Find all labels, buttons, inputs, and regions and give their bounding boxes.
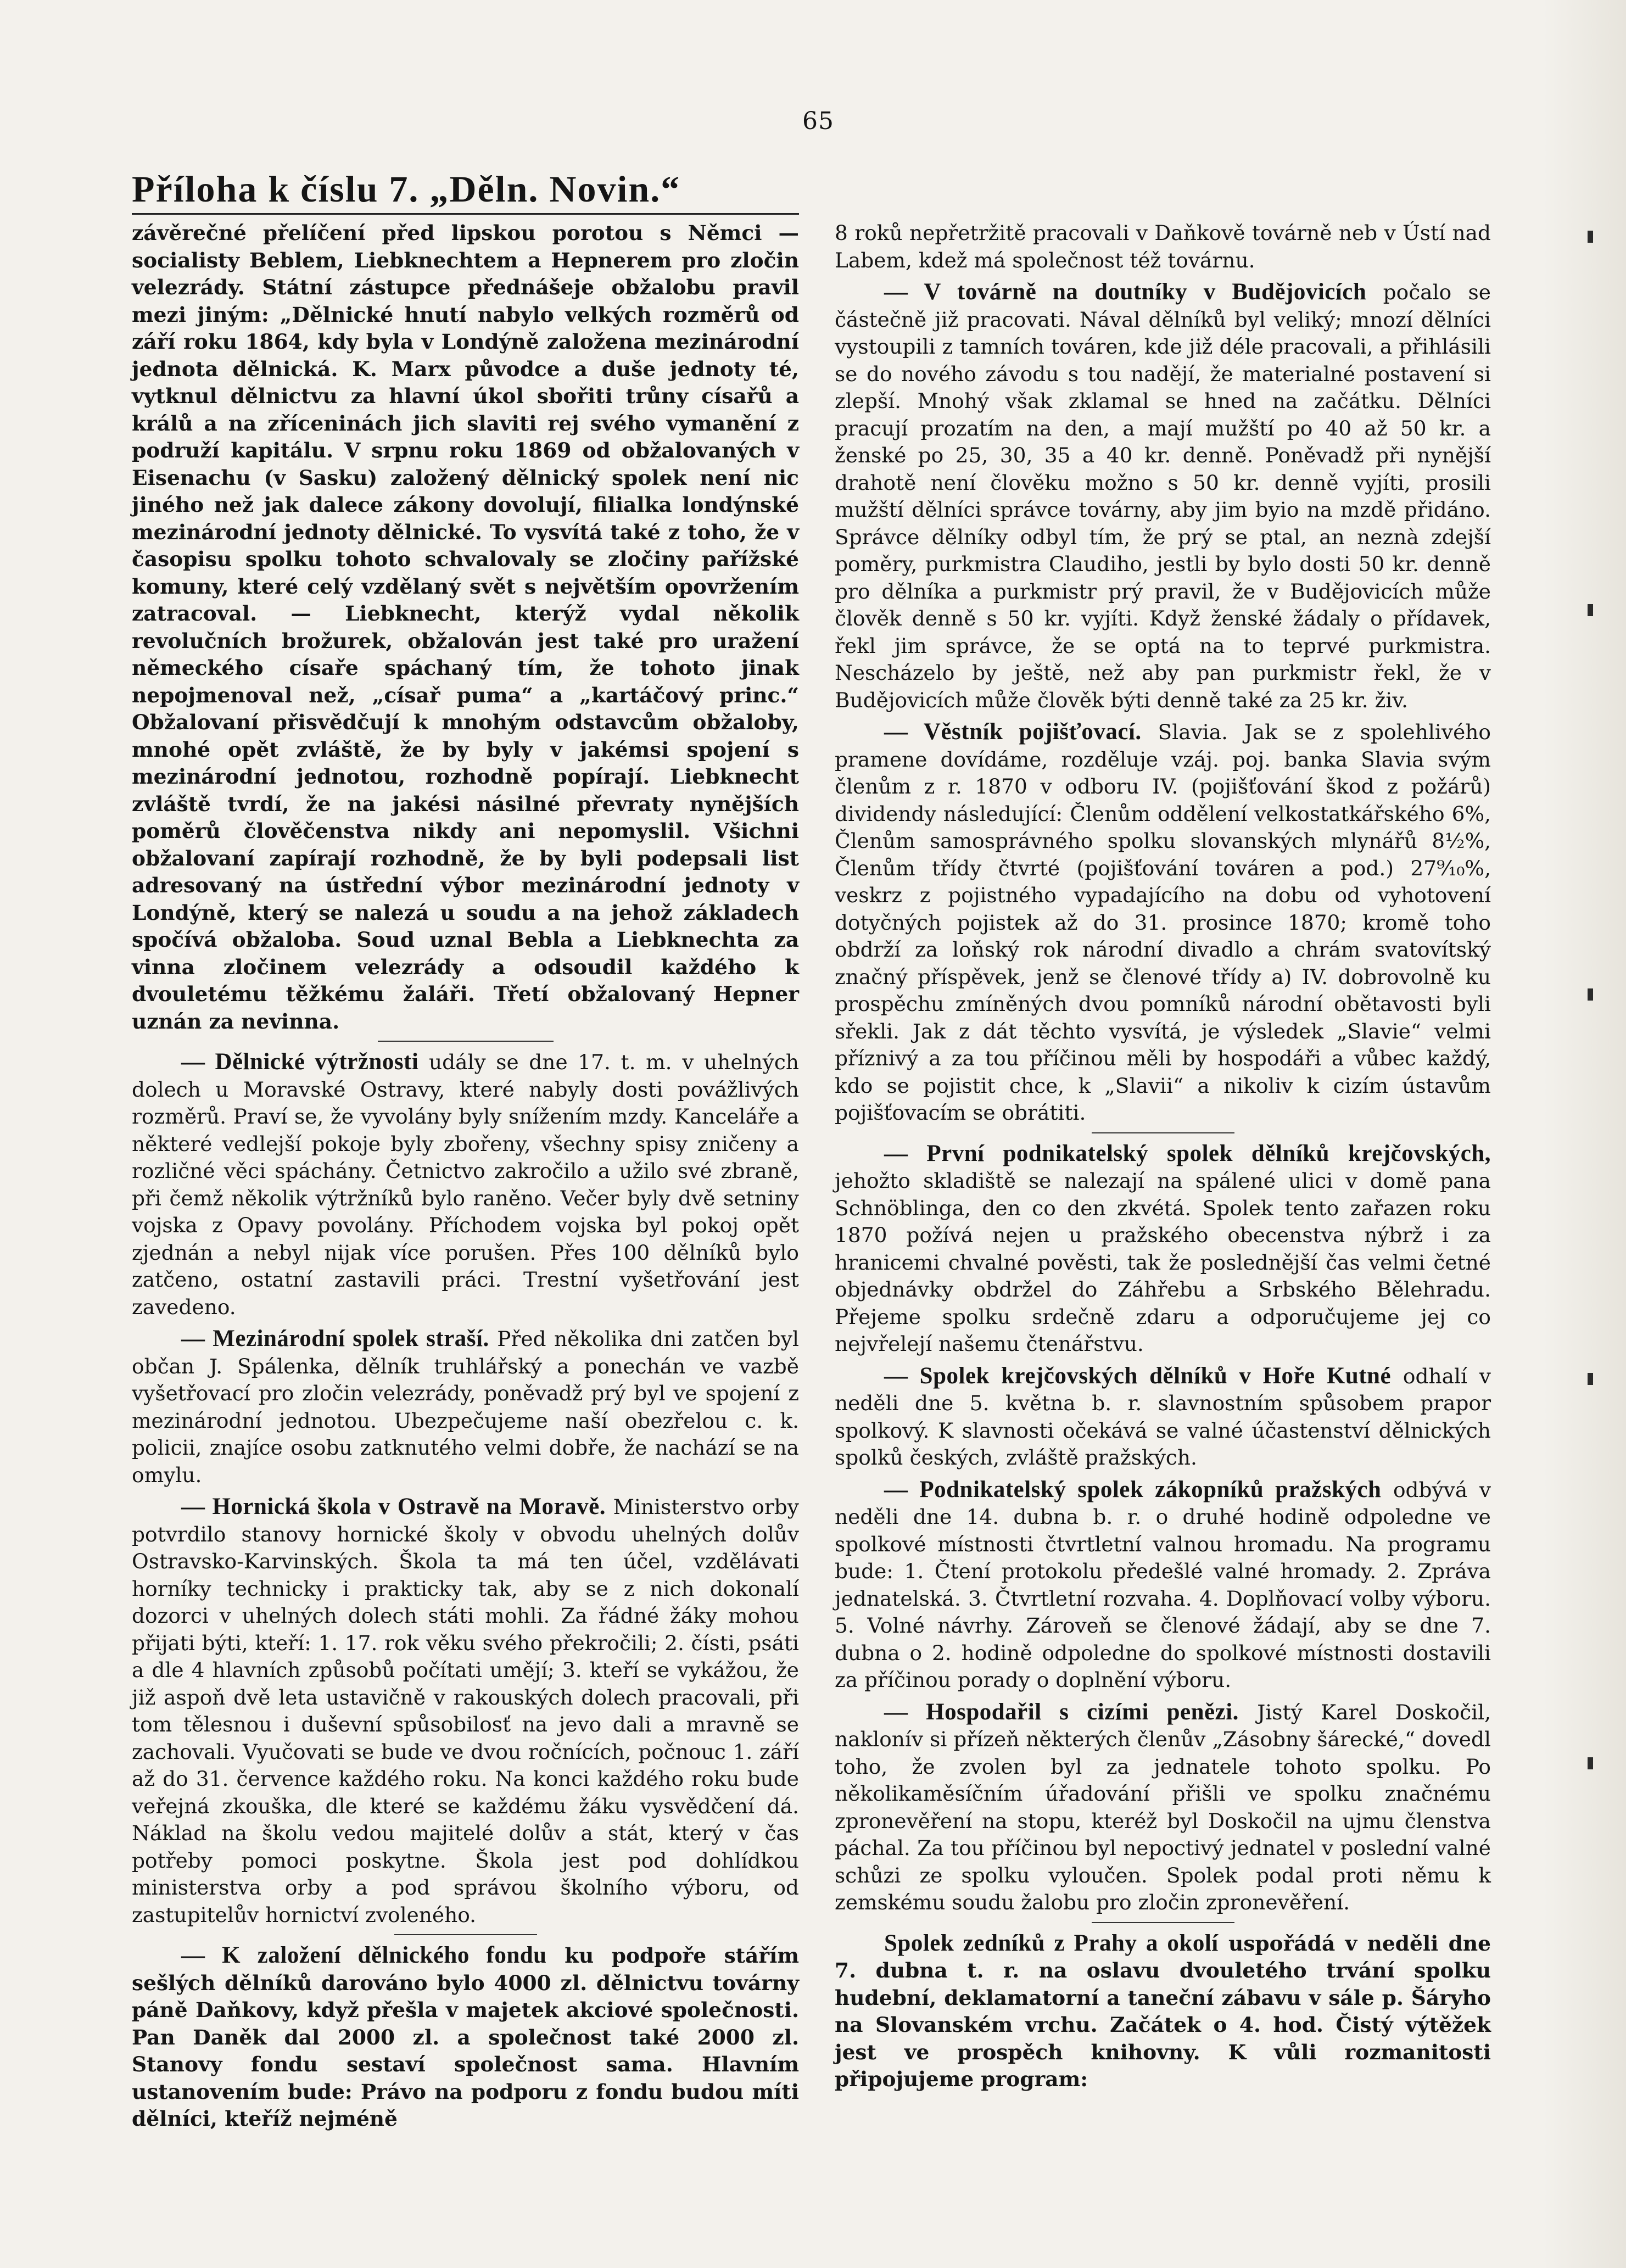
header-rule: [132, 213, 799, 215]
item-heading: — Hornická škola v Ostravě na Moravě.: [181, 1494, 606, 1520]
item-text: odbývá v neděli dne 14. dubna b. r. o druhé hodině odpoledne ve spolkové místnosti čtvrtletní valnou hromadu. Na programu bude: 1. Čtení protokolu předešlé valné hromady. 2. Zpráva jednatelská. 3. Čtvrtletní rozvaha. 4. Doplňovací volby výboru. 5. Volné návrhy. Zároveň se členové žádají, aby se dne 7. dubna o 2. hodině odpoledne do spolkové místnosti dostavili za příčinou porady o doplnění výboru.: [835, 1477, 1491, 1692]
scan-page-edge: [1544, 0, 1626, 2268]
news-item-insurance-bulletin: [835, 718, 1491, 1127]
divider: [378, 1041, 554, 1042]
item-text: uspořádá v neděli dne 7. dubna t. r. na oslavu dvouletého trvání spolku hudební, deklamatorní a taneční zábavu v sále p. Šáryho na Slovanském vrchu. Začátek o 4. hod. Čistý výtěžek jest ve prospěch knihovny. K vůli rozmanitosti připojujeme program:: [835, 1931, 1491, 2091]
divider: [1092, 1132, 1234, 1133]
news-item-kutna-hora-tailors: [835, 1362, 1491, 1472]
item-text: Slavia. Jak se z spolehlivého pramene dovídáme, rozděluje vzáj. poj. banka Slavia svým členům z r. 1870 v odboru IV. (pojišťování škod z požárů) dividendy následující: Členům oddělení velkostatkářského 6%, Členům samosprávného spolku slovanských mlynářů 8½%, Členům třídy čtvrté (pojišťování továren a pod.) 27⁹⁄₁₀%, veskrz z pojistného vypadajícího na dobu od vyhotovení dotyčných pojistek až do 31. prosince 1870; kromě toho obdrží za loňský rok národní divadlo a chrám svatovítský značný příspěvek, jenž se členové třídy a) IV. dobrovolně ku prospěchu zmíněných dvou pomníků národní obětavosti byli sřekli. Jak z dát těchto vysvítá, je výsledek „Slavie“ velmi příznivý a za tou příčinou měli by hospodáři a vůbec každý, kdo se pojistit chce, k „Slavii“ a nikoliv k cizím ústavům pojišťovacím se obrátiti.: [835, 720, 1491, 1125]
scan-margin-mark: [1588, 1373, 1593, 1385]
news-item-mining-school: [132, 1493, 799, 1929]
divider: [1092, 1922, 1234, 1923]
item-heading: — Spolek krejčovských dělníků v Hoře Kutné: [884, 1362, 1392, 1389]
news-item-sappers-society: [835, 1476, 1491, 1694]
item-heading: — Mezinárodní spolek straší.: [181, 1326, 489, 1351]
item-text: počalo se částečně již pracovati. Nával dělníků byl veliký; mnozí dělníci vystoupili z tamních továren, kde již déle pracovali, a přihlásili se do nového závodu s tou nadějí, že materialné postavení si zlepší. Mnohý však zklamal se hned na začátku. Dělníci pracují prozatím na den, a mají mužští po 40 až 50 kr. a ženské po 25, 30, 35 a 40 kr. denně. Poněvadž při nynější drahotě není člověku možno s 50 kr. denně vyjíti, prosili mužští dělníci správce továrny, aby jim byio na mzdě přidáno. Správce dělníky odbyl tím, že prý se ptal, an neznà zdejší poměry, purkmistra Claudiho, jestli by bylo dosti 50 kr. denně pro dělníka a purkmistr prý pravil, že v Budějovicích může člověk denně s 50 kr. vyjíti. Když ženské žádaly o přídavek, řekl jim správce, že se optá na to teprvé purkmistra. Nescházelo by ještě, než aby pan purkmistr řekl, že v Budějovicích může člověk býti denně také za 25 kr. živ.: [835, 280, 1491, 712]
item-heading: — V továrně na doutníky v Budějovicích: [884, 279, 1367, 305]
news-item-embezzlement: [835, 1699, 1491, 1917]
item-heading: — Podnikatelský spolek zákopníků pražských: [884, 1476, 1382, 1502]
item-text: ku podpoře stářím sešlých dělníků darováno bylo 4000 zl. dělnictvu továrny páně Daňkovy, když přešla v majetek akciové společnosti. Pan Daněk dal 2000 zl. a společnost také 2000 zl. Stanovy fondu sestaví společnost sama. Hlavním ustanovením bude: Právo na podporu z fondu budou míti dělníci, kteříž nejméně: [132, 1943, 799, 2131]
scan-margin-mark: [1588, 604, 1593, 616]
news-item-workers-fund: [132, 1942, 799, 2133]
item-heading: Spolek zedníků z Prahy a okolí: [884, 1930, 1219, 1956]
scan-margin-mark: [1588, 1757, 1593, 1769]
page-number: 65: [802, 107, 834, 135]
item-text: Ministerstvo orby potvrdilo stanovy hornické školy v obvodu uhelných dolův Ostravsko-Karvinských. Škola ta má ten účel, vzdělávati horníky technicky i prakticky tak, aby se z nich dokonalí dozorci v uhelných dolech státi mohli. Za řádné žáky mohou přijati býti, kteří: 1. 17. rok věku svého překročili; 2. čísti, psáti a dle 4 hlavních způsobů počítati umějí; 3. kteří se vykážou, že již aspoň dvě leta ustavičně v rakouských dolech pracovali, při tom tělesnou i duševní spůsobilosť na jevo dali a mravně se zachovali. Vyučovati se bude ve dvou ročnících, počnouc 1. září až do 31. července každého roku. Na konci každého roku bude veřejná zkouška, dle které se každému žáku vysvědčení dá. Náklad na školu vedou majitelé dolův a stát, který v čas potřeby pomoci poskytne. Škola jest pod dohlídkou ministerstva orby a pod správou školního výboru, od zastupitelův hornictví zvoleného.: [132, 1495, 799, 1927]
news-item-international-society: [132, 1325, 799, 1489]
continued-paragraph: 8 roků nepřetržitě pracovali v Daňkově továrně neb v Ústí nad Labem, kdež má společnost též továrnu.: [835, 221, 1491, 272]
item-text: jehožto skladiště se nalezají na spálené ulici v domě pana Schnöblinga, den co den zkvétá. Spolek tento zařazen roku 1870 požívá nejen u pražského obecenstva nýbrž i za hranicemi chvalné pověsti, tak že poslednější čas velmi četné objednávky obdržel do Záhřebu a Srbského Bělehradu. Přejeme spolku srdečně zdaru a odporučujeme jej co nejvřelejí našemu čtenářstvu.: [835, 1169, 1491, 1356]
news-item-masons-society: [835, 1930, 1491, 2093]
left-column: [132, 220, 799, 2133]
item-text: Před několika dni zatčen byl občan J. Spálenka, dělník truhlářský a ponechán ve vazbě vyšetřovací pro zločin velezrády, poněvadž prý byl ve spojení z mezinárodní jednotou. Ubezpečujeme naší obezřelou c. k. policii, znajíce osobu zatknutého velmi dobře, že nachází se na omylu.: [132, 1327, 799, 1487]
scan-margin-mark: [1588, 988, 1593, 1001]
item-heading: — Hospodařil s cizími penězi.: [884, 1699, 1239, 1725]
supplement-header-title: Příloha k číslu 7. „Děln. Novin.“: [132, 168, 681, 210]
item-heading: — Věstník pojišťovací.: [884, 719, 1142, 745]
item-heading: — K založení dělnického fondu: [181, 1942, 547, 1968]
item-heading: — První podnikatelský spolek dělníků krejčovských,: [884, 1140, 1491, 1166]
news-item-cigar-factory: [835, 278, 1491, 714]
scan-margin-mark: [1588, 231, 1593, 243]
item-text: Jistý Karel Doskočil, naklonív si přízeň některých členův „Zásobny šárecké,“ dovedl toho, že zvolen byl za jednatele tohoto spolku. Po několikaměsíčním úřadování přišli ve spolku značnému zpronevěření na stopu, kteréž byl Doskočil na ujmu členstva páchal. Za tou příčinou byl nepoctivý jednatel v poslední valné schůzi ze spolku vyloučen. Spolek podal proti němu k zemskému soudu žalobu pro zločin zpronevěření.: [835, 1700, 1491, 1914]
item-heading: — Dělnické výtržnosti: [181, 1049, 419, 1075]
divider: [394, 1934, 537, 1935]
news-item-tailors-enterprise: [835, 1140, 1491, 1358]
right-column: [835, 220, 1491, 2093]
item-text: udály se dne 17. t. m. v uhelných dolech u Moravské Ostravy, které nabyly dosti povážlivých rozměrů. Praví se, že vyvolány byly snížením mzdy. Kanceláře a některé vedlejší pokoje byly zbořeny, všechny spisy zničeny a rozličné věci spáchány. Četnictvo zakročilo a užilo své zbraně, při čemž několik výtržníků bylo raněno. Večer byly dvě setniny vojska z Opavy povolány. Příchodem vojska byl pokoj opět zjednán a nebyl nijak více porušen. Přes 100 dělníků bylo zatčeno, ostatní zastavili práci. Trestní vyšetřování jest zavedeno.: [132, 1050, 799, 1319]
trial-report-paragraph: závěrečné přelíčení před lipskou porotou s Němci — socialisty Beblem, Liebknechtem a Hepnerem pro zločin velezrády. Státní zástupce přednášeje obžalobu pravil mezi jiným: „Dělnické hnutí nabylo velkých rozměrů od září roku 1864, kdy byla v Londýně založena mezinárodní jednota dělnická. K. Marx původce a duše jednoty té, vytknul dělnictvu za hlavní úkol sbořiti trůny císařů a králů a na zříceninách jich slaviti rej svého vymanění z podruží kapitálu. V srpnu roku 1869 od obžalovaných v Eisenachu (v Sasku) založený dělnický spolek není nic jiného než jak dalece zákony dovolují, filialka londýnské mezinárodní jednoty dělnické. To vysvítá také z toho, že v časopisu spolku tohoto schvalovaly se zločiny pařížské komuny, které celý vzdělaný svět s největším opovržením zatracoval. — Liebknecht, kterýž vydal několik revolučních brožurek, obžalován jest také pro uražení německého císaře spáchaný tím, že tohoto jinak nepojmenoval než, „císař puma“ a „kartáčový princ.“ Obžalovaní přisvědčují k mnohým odstavcům obžaloby, mnohé opět zvláště, že by byly v jakémsi spojení s mezinárodní jednotou, rozhodně popírají. Liebknecht zvláště tvrdí, že na jakési násilné převraty nynějších poměrů člověčenstva nikdy ani nepomyslil. Všichni obžalovaní zapírají rozhodně, že by byli podepsali list adresovaný na ústřední výbor mezinárodní jednoty v Londýně, který se nalezá u soudu a na jehož základech spočívá obžaloba. Soud uznal Bebla a Liebknechta za vinna zločinem velezrády a odsoudil každého k dvouletému těžkému žaláři. Třetí obžalovaný Hepner uznán za nevinna.: [132, 221, 799, 1034]
news-item-riots: [132, 1048, 799, 1321]
item-text: odhalí v neděli dne 5. května b. r. slavnostním spůsobem prapor spolkový. K slavnosti očekává se valné účastenství dělnických spolků českých, zvláště pražských.: [835, 1364, 1491, 1470]
